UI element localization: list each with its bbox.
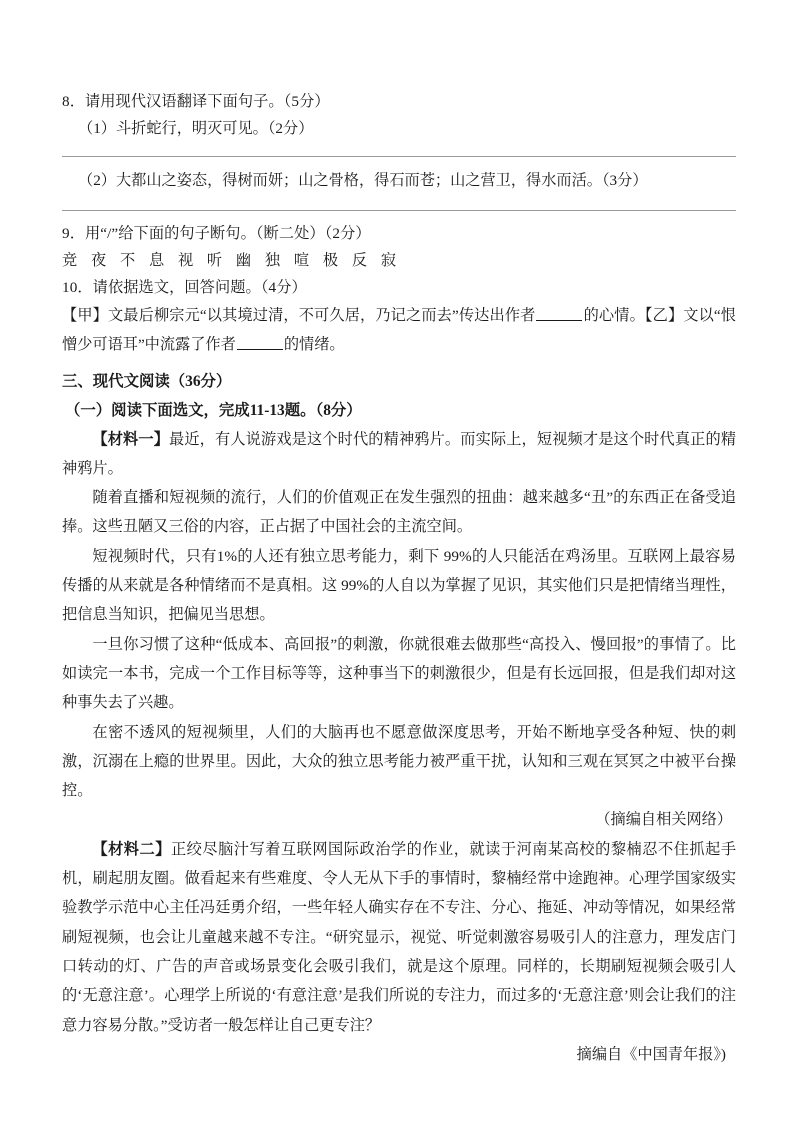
section-heading: 三、现代文阅读（36分） bbox=[62, 372, 232, 390]
question-8-item-1: （1）斗折蛇行，明灭可见。（2分） bbox=[78, 120, 314, 137]
section-subheading: （一）阅读下面选文，完成11-13题。（8分） bbox=[65, 401, 362, 419]
answer-line-8-2 bbox=[62, 210, 736, 211]
material-1-paragraph-1 bbox=[62, 425, 736, 484]
material-2-attribution: 摘编自《中国青年报》) bbox=[576, 1045, 726, 1063]
question-9-stem: 9．用“/”给下面的句子断句。（断二处）（2分） bbox=[62, 225, 371, 242]
material-1-attribution: （摘编自相关网络） bbox=[595, 811, 732, 829]
material-1-block bbox=[62, 425, 736, 835]
question-10-blank-1[interactable] bbox=[536, 306, 582, 321]
question-10-text-part-2: 的心情。【乙】文以“恨憎少可语耳”中流露了作者 bbox=[62, 307, 736, 354]
material-1-label: 【材料一】 bbox=[92, 430, 170, 448]
question-8-block bbox=[62, 88, 736, 211]
page-content bbox=[62, 88, 736, 1069]
question-10-block bbox=[62, 274, 736, 360]
material-1-text-1: 最近，有人说游戏是这个时代的精神鸦片。而实际上，短视频才是这个时代真正的精神鸦片。 bbox=[62, 430, 737, 477]
question-10-text-part-1: 【甲】文最后柳宗元“以其境过清，不可久居，乃记之而去”传达出作者 bbox=[62, 307, 536, 324]
material-2-paragraph-1 bbox=[62, 835, 736, 1040]
material-1-paragraph-5: 在密不透风的短视频里，人们的大脑再也不愿意做深度思考，开始不断地享受各种短、快的刺激，沉溺在上瘾的世界里。因此，大众的独立思考能力被严重干扰，认知和三观在冥冥之中被平台操控。 bbox=[62, 723, 736, 800]
question-9-sentence: 竞 夜 不 息 视 听 幽 独 喧 极 反 寂 bbox=[62, 252, 402, 269]
question-10-blank-2[interactable] bbox=[237, 335, 283, 350]
question-10-text-part-3: 的情绪。 bbox=[283, 336, 345, 354]
question-8-item-2: （2）大都山之姿态，得树而妍；山之骨格，得石而苍；山之营卫，得水而活。（3分） bbox=[78, 172, 648, 189]
question-8-stem: 8．请用现代汉语翻译下面句子。（5分） bbox=[62, 93, 330, 110]
answer-line-8-1 bbox=[62, 156, 736, 157]
question-10-body bbox=[62, 301, 736, 360]
material-2-block bbox=[62, 835, 736, 1069]
question-10-stem: 10．请依据选文，回答问题。（4分） bbox=[62, 279, 307, 296]
question-9-block bbox=[62, 220, 736, 274]
material-2-label: 【材料二】 bbox=[92, 840, 171, 858]
material-1-paragraph-4: 一旦你习惯了这种“低成本、高回报”的刺激，你就很难去做那些“高投入、慢回报”的事情了。比如读完一本书，完成一个工作目标等等，这种事当下的刺激很少，但是有长远回报，但是我们却对这种事失去了兴趣。 bbox=[62, 635, 736, 712]
material-2-text-1: 正绞尽脑汁写着互联网国际政治学的作业，就读于河南某高校的黎楠忍不住抓起手机，刷起朋友圈。做看起来有些难度、令人无从下手的事情时，黎楠经常中途跑神。心理学国家级实验教学示范中心主任冯廷勇介绍，一些年轻人确实存在不专注、分心、拖延、冲动等情况，如果经常刷短视频，也会让儿童越来越不专注。“研究显示，视觉、听觉刺激容易吸引人的注意力，理发店门口转动的灯、广告的声音或场景变化会吸引我们，就是这个原理。同样的，长期刷短视频会吸引人的‘无意注意’。心理学上所说的‘有意注意’是我们所说的专注力，而过多的‘无意注意’则会让我们的注意力容易分散。”受访者一般怎样让自己更专注？ bbox=[62, 840, 737, 1034]
material-1-paragraph-3: 短视频时代，只有1%的人还有独立思考能力，剩下 99%的人只能活在鸡汤里。互联网上最容易传播的从来就是各种情绪而不是真相。这 99%的人自以为掌握了见识，其实他们只是把情绪当理性，把信息当知识，把偏见当思想。 bbox=[62, 547, 736, 624]
material-1-paragraph-2: 随着直播和短视频的流行，人们的价值观正在发生强烈的扭曲：越来越多“丑”的东西正在备受追捧。这些丑陋又三俗的内容，正占据了中国社会的主流空间。 bbox=[62, 489, 736, 536]
